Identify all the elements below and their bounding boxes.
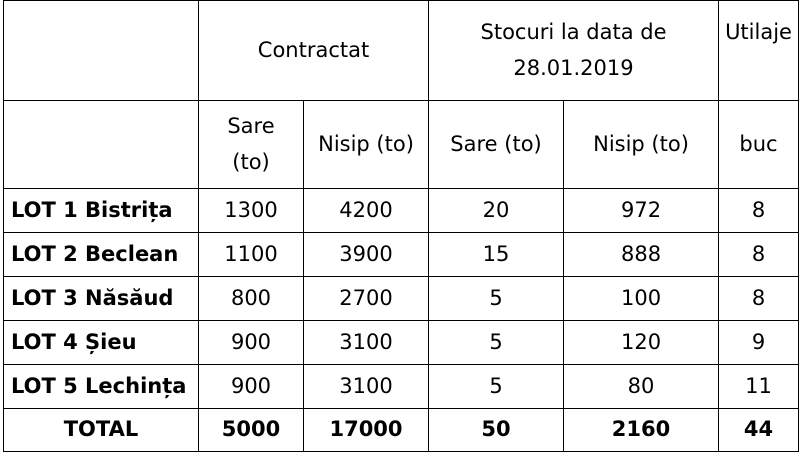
cell-nisip-stoc: 80 (564, 365, 719, 409)
table-row (4, 189, 799, 233)
subheader-nisip-contract: Nisip (to) (304, 101, 429, 189)
cell-nisip-stoc: 100 (564, 277, 719, 321)
subheader-empty-cell (4, 101, 199, 189)
lot-name: LOT 4 Șieu (4, 321, 199, 365)
subheader-row (4, 101, 799, 189)
lot-name: LOT 1 Bistrița (4, 189, 199, 233)
header-stocuri (429, 1, 719, 101)
total-label: TOTAL (4, 409, 199, 452)
cell-nisip-contract: 4200 (304, 189, 429, 233)
cell-utilaje: 11 (719, 365, 799, 409)
cell-utilaje: 8 (719, 189, 799, 233)
cell-sare-stoc: 5 (429, 321, 564, 365)
subheader-buc: buc (719, 101, 799, 189)
table-row (4, 321, 799, 365)
cell-nisip-stoc: 888 (564, 233, 719, 277)
cell-nisip-stoc: 120 (564, 321, 719, 365)
cell-sare-stoc: 5 (429, 365, 564, 409)
cell-sare-stoc: 20 (429, 189, 564, 233)
cell-utilaje: 9 (719, 321, 799, 365)
table-row (4, 233, 799, 277)
header-contractat: Contractat (199, 1, 429, 101)
total-sare-contract: 5000 (199, 409, 304, 452)
lot-name: LOT 3 Năsăud (4, 277, 199, 321)
header-utilaje: Utilaje (719, 1, 799, 101)
cell-sare-contract: 1300 (199, 189, 304, 233)
total-nisip-stoc: 2160 (564, 409, 719, 452)
header-empty-cell (4, 1, 199, 101)
cell-sare-contract: 900 (199, 321, 304, 365)
subheader-sare-line2: (to) (232, 149, 270, 174)
header-row (4, 1, 799, 101)
cell-sare-stoc: 15 (429, 233, 564, 277)
subheader-nisip-stoc: Nisip (to) (564, 101, 719, 189)
cell-nisip-contract: 3100 (304, 321, 429, 365)
lot-name: LOT 5 Lechința (4, 365, 199, 409)
subheader-sare-line1: Sare (227, 113, 275, 138)
cell-nisip-contract: 2700 (304, 277, 429, 321)
subheader-sare-contract (199, 101, 304, 189)
cell-utilaje: 8 (719, 277, 799, 321)
cell-utilaje: 8 (719, 233, 799, 277)
total-nisip-contract: 17000 (304, 409, 429, 452)
subheader-sare-stoc: Sare (to) (429, 101, 564, 189)
cell-nisip-contract: 3100 (304, 365, 429, 409)
total-row (4, 409, 799, 452)
cell-sare-contract: 900 (199, 365, 304, 409)
table-row (4, 277, 799, 321)
cell-sare-contract: 1100 (199, 233, 304, 277)
cell-nisip-stoc: 972 (564, 189, 719, 233)
lot-name: LOT 2 Beclean (4, 233, 199, 277)
header-stocuri-line2: 28.01.2019 (513, 55, 634, 80)
header-stocuri-line1: Stocuri la data de (480, 19, 667, 44)
table-row (4, 365, 799, 409)
cell-nisip-contract: 3900 (304, 233, 429, 277)
cell-sare-contract: 800 (199, 277, 304, 321)
cell-sare-stoc: 5 (429, 277, 564, 321)
total-utilaje: 44 (719, 409, 799, 452)
total-sare-stoc: 50 (429, 409, 564, 452)
stocks-table (3, 0, 799, 452)
